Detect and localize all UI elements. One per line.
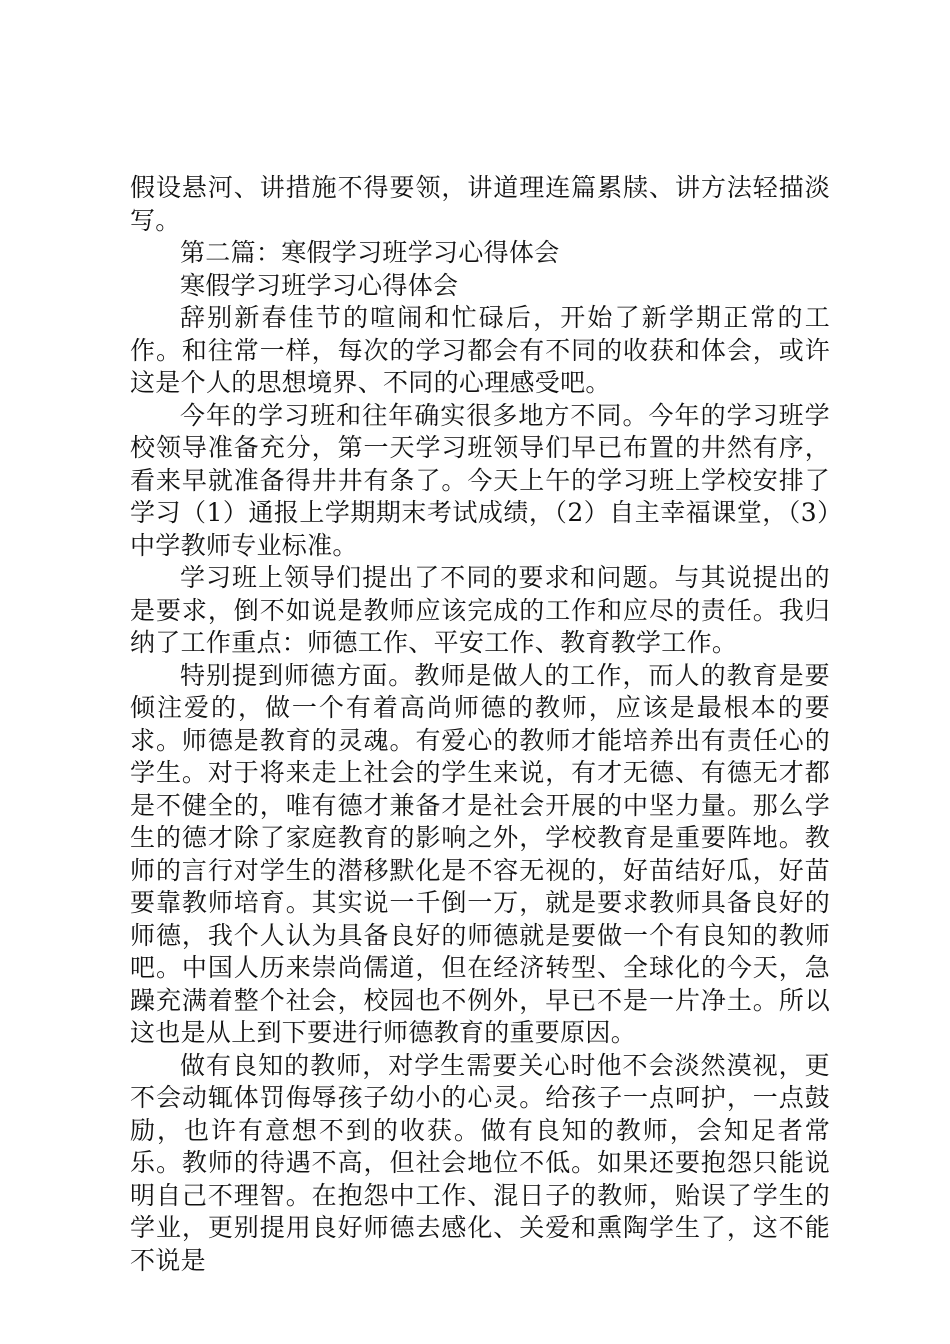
paragraph: 特别提到师德方面。教师是做人的工作，而人的教育是要倾注爱的，做一个有着高尚师德的教师，应该是最根本的要求。师德是教育的灵魂。有爱心的教师才能培养出有责任心的学生。对于将来走上社会的学生来说，有才无德、有德无才都是不健全的，唯有德才兼备才是社会开展的中坚力量。那么学生的德才除了家庭教育的影响之外，学校教育是重要阵地。教师的言行对学生的潜移默化是不容无视的，好苗结好瓜，好苗要靠教师培育。其实说一千倒一万，就是要求教师具备良好的师德，我个人认为具备良好的师德就是要做一个有良知的教师吧。中国人历来崇尚儒道，但在经济转型、全球化的今天，急躁充满着整个社会，校园也不例外，早已不是一片净土。所以这也是从上到下要进行师德教育的重要原因。: [130, 660, 830, 1047]
paragraph: 学习班上领导们提出了不同的要求和问题。与其说提出的是要求，倒不如说是教师应该完成的工作和应尽的责任。我归纳了工作重点：师德工作、平安工作、教育教学工作。: [130, 563, 830, 657]
article-title: 寒假学习班学习心得体会: [180, 270, 459, 300]
paragraph: 辞别新春佳节的喧闹和忙碌后，开始了新学期正常的工作。和往常一样，每次的学习都会有不同的收获和体会，或许这是个人的思想境界、不同的心理感受吧。: [130, 303, 830, 397]
paragraph-continuation: 假设悬河、讲措施不得要领，讲道理连篇累牍、讲方法轻描淡写。: [130, 173, 830, 235]
section-heading: 第二篇：寒假学习班学习心得体会: [180, 238, 560, 267]
paragraph: 做有良知的教师，对学生需要关心时他不会淡然漠视，更不会动辄体罚侮辱孩子幼小的心灵。给孩子一点呵护，一点鼓励，也许有意想不到的收获。做有良知的教师，会知足者常乐。教师的待遇不高，但社会地位不低。如果还要抱怨只能说明自己不理智。在抱怨中工作、混日子的教师，贻误了学生的学业，更别提用良好师德去感化、关爱和熏陶学生了，这不能不说是: [130, 1050, 830, 1275]
document-body: [130, 172, 830, 1277]
paragraph: 今年的学习班和往年确实很多地方不同。今年的学习班学校领导准备充分，第一天学习班领导们早已布置的井然有序，看来早就准备得井井有条了。今天上午的学习班上学校安排了学习（1）通报上学期期末考试成绩，（2）自主幸福课堂，（3）中学教师专业标准。: [130, 400, 830, 560]
